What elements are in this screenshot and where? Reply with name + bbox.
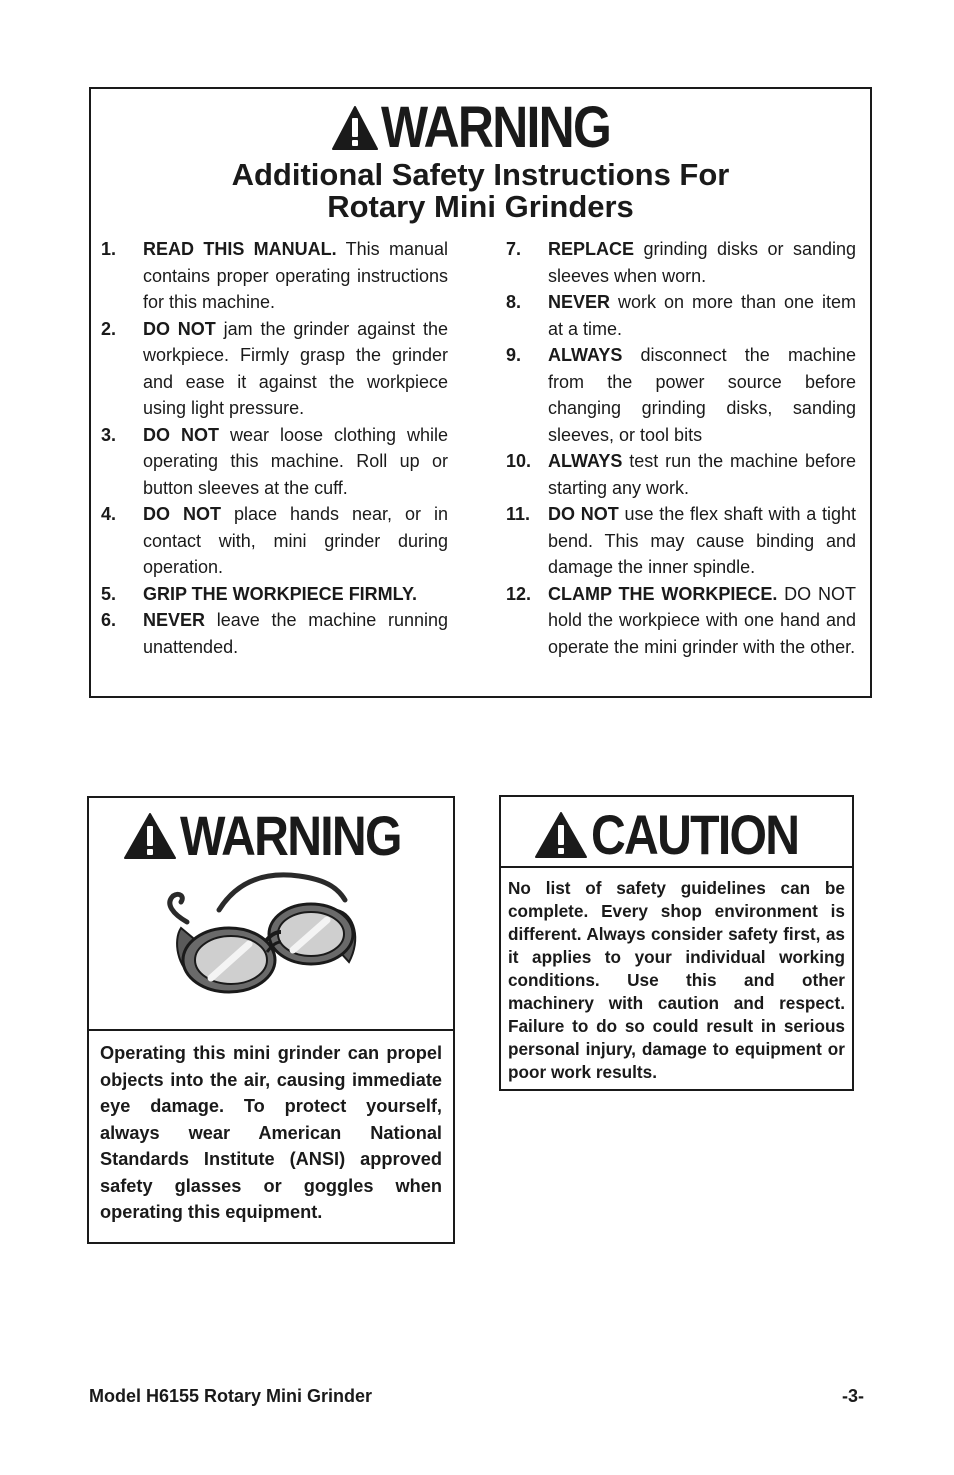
instruction-text: place hands near, or in contact with, mini grinder during operation. bbox=[143, 504, 448, 577]
divider bbox=[89, 1029, 453, 1031]
instruction-number: 6. bbox=[101, 610, 117, 630]
instruction-item bbox=[506, 342, 856, 448]
instruction-lead: DO NOT bbox=[548, 504, 619, 524]
instruction-number: 2. bbox=[101, 318, 117, 339]
title-line-2: Rotary Mini Grinders bbox=[327, 189, 634, 224]
instruction-text: This manual contains proper operating instructions for this machine. bbox=[143, 239, 448, 312]
warning-banner bbox=[91, 95, 870, 160]
caution-text: No list of safety guidelines can be complete. Every shop environment is different. Always consider safety first, as it applies to your individual working conditions. Use this and other machinery with caution and respect. Failure to do so could result in serious personal injury, damage to equipment or poor work results. bbox=[508, 878, 845, 1082]
safety-instructions-title bbox=[91, 159, 870, 223]
instruction-item bbox=[101, 422, 448, 502]
warning-triangle-icon bbox=[122, 811, 178, 861]
instruction-item bbox=[506, 501, 856, 581]
instruction-number: 12. bbox=[506, 583, 532, 604]
instruction-text: jam the grinder against the workpiece. Firmly grasp the grinder and ease it against the workpiece using light pressure. bbox=[143, 318, 448, 418]
instructions-right-column bbox=[506, 236, 856, 660]
instruction-item bbox=[101, 236, 448, 316]
instruction-item bbox=[506, 448, 856, 501]
instruction-text: DO NOT hold the workpiece with one hand and operate the mini grinder with the other. bbox=[548, 583, 856, 657]
instruction-number: 11. bbox=[506, 504, 531, 524]
instruction-lead: NEVER bbox=[143, 610, 206, 630]
instruction-text: test run the machine before starting any work. bbox=[548, 451, 856, 498]
instruction-lead: ALWAYS bbox=[548, 451, 623, 471]
instruction-lead: NEVER bbox=[548, 292, 611, 312]
warning-triangle-icon bbox=[331, 105, 379, 151]
instruction-lead: DO NOT bbox=[143, 424, 219, 445]
instruction-number: 10. bbox=[506, 451, 532, 471]
eye-protection-text: Operating this mini grinder can propel objects into the air, causing immediate eye damage. To protect yourself, always wear American National Standards Institute (ANSI) approved safety glasses or goggles when operating this equipment. bbox=[100, 1043, 442, 1222]
eye-protection-warning-box bbox=[87, 796, 455, 1244]
additional-safety-warning-box bbox=[89, 87, 872, 698]
caution-box bbox=[499, 795, 854, 1091]
instruction-item bbox=[101, 501, 448, 581]
instruction-text: leave the machine running unattended. bbox=[143, 610, 448, 657]
instruction-text: disconnect the machine from the power source before changing grinding disks, sanding sleeves, or tool bits bbox=[548, 345, 856, 445]
instruction-lead: CLAMP THE WORKPIECE. bbox=[548, 583, 778, 604]
warning-banner bbox=[89, 804, 453, 867]
instruction-text: work on more than one item at a time. bbox=[548, 292, 856, 339]
instruction-number: 9. bbox=[506, 345, 522, 365]
instruction-item bbox=[101, 316, 448, 422]
warning-triangle-icon bbox=[533, 810, 589, 860]
caution-banner bbox=[501, 803, 852, 866]
instruction-number: 5. bbox=[101, 583, 117, 604]
instruction-lead: REPLACE bbox=[548, 239, 635, 259]
safety-goggles-icon bbox=[159, 870, 369, 1000]
instruction-number: 4. bbox=[101, 504, 117, 524]
instruction-item bbox=[101, 607, 448, 660]
instruction-item bbox=[101, 581, 448, 608]
instruction-lead: DO NOT bbox=[143, 504, 221, 524]
instruction-lead: ALWAYS bbox=[548, 345, 623, 365]
warning-banner-text: WARNING bbox=[180, 804, 401, 867]
instruction-item bbox=[506, 236, 856, 289]
instruction-number: 8. bbox=[506, 292, 522, 312]
instruction-number: 1. bbox=[101, 239, 117, 259]
instruction-text: grinding disks or sanding sleeves when worn. bbox=[548, 239, 856, 286]
caution-banner-text: CAUTION bbox=[590, 803, 798, 866]
title-line-1: Additional Safety Instructions For bbox=[231, 157, 730, 192]
instruction-lead: GRIP THE WORKPIECE FIRMLY. bbox=[143, 583, 418, 604]
instruction-text: wear loose clothing while operating this machine. Roll up or button sleeves at the cuff. bbox=[143, 424, 448, 498]
instruction-number: 3. bbox=[101, 424, 117, 445]
instruction-item bbox=[506, 289, 856, 342]
instruction-text: use the flex shaft with a tight bend. This may cause binding and damage the inner spindle. bbox=[548, 504, 856, 577]
instruction-lead: READ THIS MANUAL. bbox=[143, 239, 337, 259]
instruction-number: 7. bbox=[506, 239, 522, 259]
warning-banner-text: WARNING bbox=[380, 95, 610, 160]
page-number: -3- bbox=[842, 1386, 864, 1406]
instructions-left-column bbox=[101, 236, 448, 660]
divider bbox=[501, 866, 852, 868]
footer-model-name: Model H6155 Rotary Mini Grinder bbox=[89, 1386, 373, 1406]
instruction-item bbox=[506, 581, 856, 661]
instruction-lead: DO NOT bbox=[143, 318, 216, 339]
